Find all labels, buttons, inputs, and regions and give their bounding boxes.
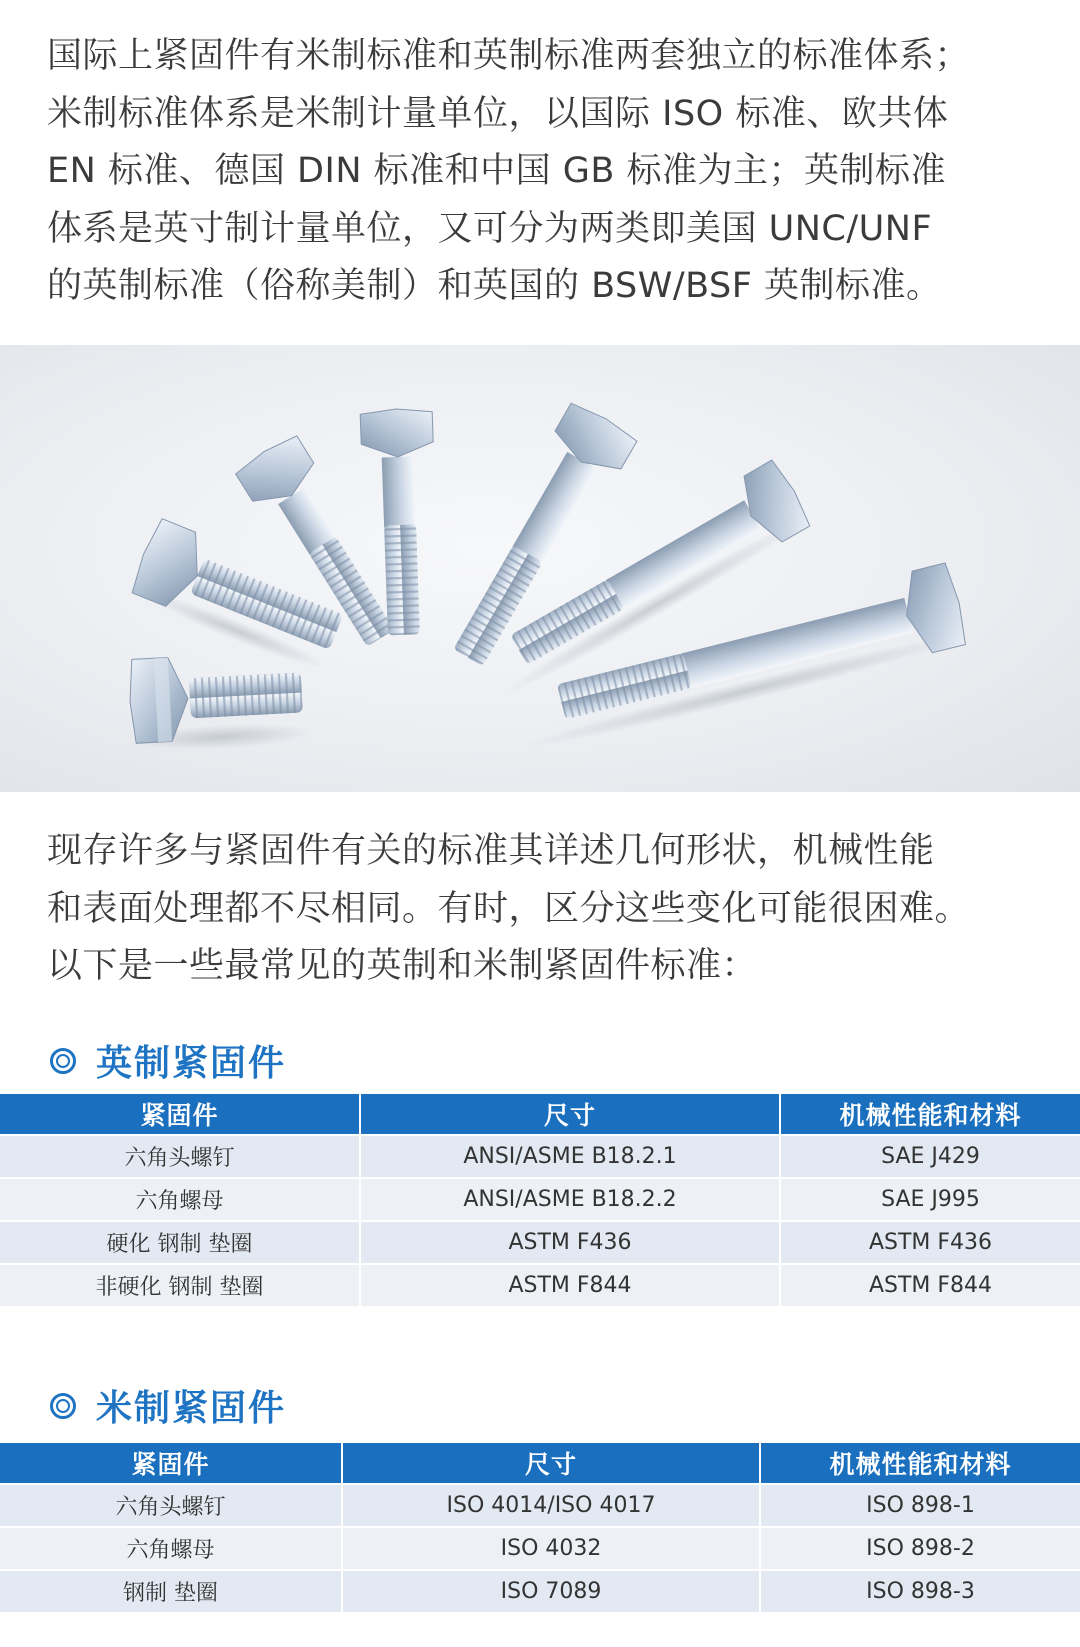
material-cell: SAE J995 xyxy=(780,1178,1080,1221)
size-cell: ANSI/ASME B18.2.1 xyxy=(360,1135,780,1178)
bolt-1 xyxy=(128,650,313,753)
intro-line: EN 标准、德国 DIN 标准和中国 GB 标准为主；英制标准 xyxy=(47,151,947,191)
fastener-cell: 非硬化 钢制 垫圈 xyxy=(0,1264,360,1307)
intro-line: 国际上紧固件有米制标准和英制标准两套独立的标准体系； xyxy=(47,36,971,76)
imperial-title-text: 英制紧固件 xyxy=(96,1043,287,1084)
table-header-row xyxy=(0,1443,1080,1484)
fastener-cell: 硬化 钢制 垫圈 xyxy=(0,1221,360,1264)
material-cell: SAE J429 xyxy=(780,1135,1080,1178)
fastener-cell: 六角螺母 xyxy=(0,1178,360,1221)
fastener-cell: 六角头螺钉 xyxy=(0,1135,360,1178)
size-cell: ASTM F844 xyxy=(360,1264,780,1307)
size-cell: ISO 4014/ISO 4017 xyxy=(342,1484,760,1527)
intro-line: 米制标准体系是米制计量单位，以国际 ISO 标准、欧共体 xyxy=(47,93,949,134)
fastener-cell: 钢制 垫圈 xyxy=(0,1570,342,1613)
column-header-fastener: 紧固件 xyxy=(0,1094,360,1135)
table-row xyxy=(0,1135,1080,1178)
size-cell: ISO 7089 xyxy=(342,1570,760,1613)
imperial-section-title xyxy=(50,1035,286,1086)
material-cell: ISO 898-1 xyxy=(760,1484,1080,1527)
intro-line: 体系是英寸制计量单位，又可分为两类即美国 UNC/UNF xyxy=(47,208,933,249)
fastener-cell: 六角螺母 xyxy=(0,1527,342,1570)
column-header-size: 尺寸 xyxy=(342,1443,760,1484)
material-cell: ISO 898-2 xyxy=(760,1527,1080,1570)
table-row xyxy=(0,1484,1080,1527)
table-row xyxy=(0,1527,1080,1570)
imperial-standards-table xyxy=(0,1094,1080,1308)
description-line: 以下是一些最常见的英制和米制紧固件标准： xyxy=(47,946,758,986)
description-line: 现存许多与紧固件有关的标准其详述几何形状，机械性能 xyxy=(47,831,935,871)
hex-bolts-photo xyxy=(0,345,1080,792)
hex-bolts-illustration xyxy=(0,345,1080,792)
table-row xyxy=(0,1570,1080,1613)
description-line: 和表面处理都不尽相同。有时，区分这些变化可能很困难。 xyxy=(47,888,971,929)
double-circle-icon xyxy=(50,1393,76,1419)
double-circle-icon xyxy=(50,1048,76,1074)
table-header-row xyxy=(0,1094,1080,1135)
size-cell: ASTM F436 xyxy=(360,1221,780,1264)
metric-title-text: 米制紧固件 xyxy=(96,1388,287,1429)
column-header-size: 尺寸 xyxy=(360,1094,780,1135)
description-paragraph xyxy=(47,823,1057,996)
table-row xyxy=(0,1221,1080,1264)
metric-section-title xyxy=(50,1380,286,1431)
material-cell: ASTM F844 xyxy=(780,1264,1080,1307)
column-header-fastener: 紧固件 xyxy=(0,1443,342,1484)
material-cell: ASTM F436 xyxy=(780,1221,1080,1264)
column-header-mechanical-material: 机械性能和材料 xyxy=(760,1443,1080,1484)
size-cell: ISO 4032 xyxy=(342,1527,760,1570)
intro-paragraph xyxy=(47,28,1057,316)
column-header-mechanical-material: 机械性能和材料 xyxy=(780,1094,1080,1135)
table-row xyxy=(0,1178,1080,1221)
size-cell: ANSI/ASME B18.2.2 xyxy=(360,1178,780,1221)
table-row xyxy=(0,1264,1080,1307)
fastener-cell: 六角头螺钉 xyxy=(0,1484,342,1527)
metric-standards-table xyxy=(0,1443,1080,1614)
material-cell: ISO 898-3 xyxy=(760,1570,1080,1613)
intro-line: 的英制标准（俗称美制）和英国的 BSW/BSF 英制标准。 xyxy=(47,266,942,306)
